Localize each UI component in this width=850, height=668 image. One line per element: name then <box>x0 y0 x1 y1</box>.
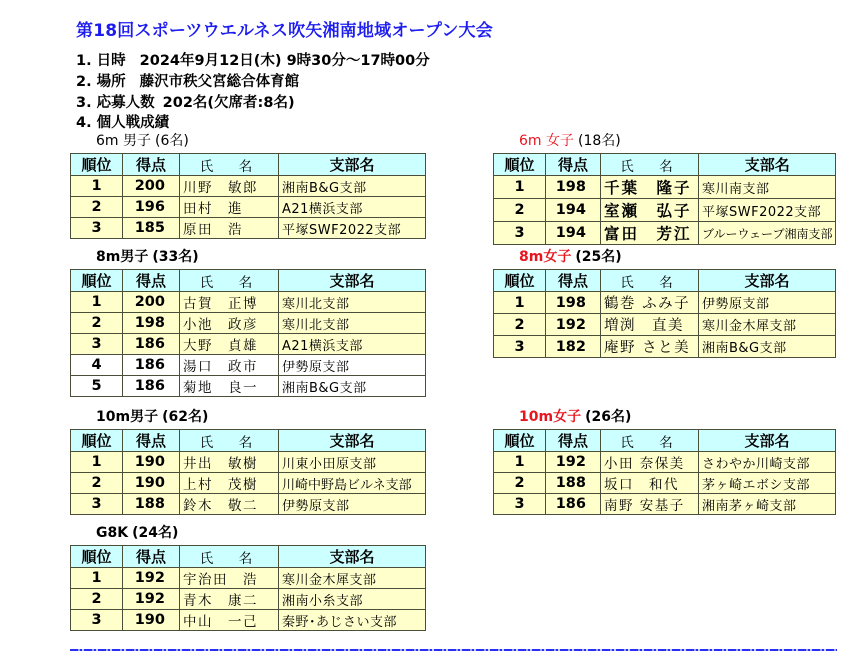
col-name: 氏 名 <box>601 270 699 292</box>
section-title <box>96 523 426 543</box>
section-title <box>519 131 836 151</box>
col-rank: 順位 <box>494 154 546 176</box>
event-name: 8m女子 <box>519 249 572 265</box>
event-name: G8K <box>96 525 129 541</box>
name: 宇治田 浩 <box>180 568 279 589</box>
branch: 寒川北支部 <box>279 313 426 334</box>
table-row <box>494 222 836 245</box>
col-name: 氏 名 <box>180 546 279 568</box>
table-header <box>494 154 836 176</box>
table-row <box>71 610 426 631</box>
info-date <box>76 49 430 70</box>
col-name: 氏 名 <box>601 154 699 176</box>
participant-count: (62名) <box>162 409 209 425</box>
score: 186 <box>123 355 180 376</box>
section-title <box>96 131 426 151</box>
name: 中山 一己 <box>180 610 279 631</box>
name: 小田 奈保美 <box>601 452 699 473</box>
rank: 2 <box>71 589 123 610</box>
table-row <box>71 376 426 397</box>
rank: 3 <box>71 218 123 239</box>
col-branch: 支部名 <box>279 270 426 292</box>
col-rank: 順位 <box>71 270 123 292</box>
col-name: 氏 名 <box>180 270 279 292</box>
results-table <box>70 429 426 515</box>
table-row <box>71 313 426 334</box>
col-rank: 順位 <box>494 270 546 292</box>
branch: 茅ヶ崎エボシ支部 <box>699 473 836 494</box>
branch: A21横浜支部 <box>279 334 426 355</box>
rank: 1 <box>71 292 123 313</box>
score: 190 <box>123 473 180 494</box>
rank: 4 <box>71 355 123 376</box>
name: 川野 敏郎 <box>180 176 279 197</box>
branch: さわやか川崎支部 <box>699 452 836 473</box>
section-8m-women <box>493 247 836 358</box>
rank: 5 <box>71 376 123 397</box>
col-name: 氏 名 <box>601 430 699 452</box>
col-rank: 順位 <box>494 430 546 452</box>
col-score: 得点 <box>123 270 180 292</box>
section-8m-men <box>70 247 426 397</box>
event-name: 6m 男子 <box>96 133 151 149</box>
section-6m-men <box>70 131 426 239</box>
info-venue <box>76 70 299 91</box>
table-header <box>71 546 426 568</box>
branch: 川崎中野島ビルネ支部 <box>279 473 426 494</box>
col-rank: 順位 <box>71 154 123 176</box>
branch: 湘南小糸支部 <box>279 589 426 610</box>
event-name: 8m男子 <box>96 249 149 265</box>
table-row <box>71 494 426 515</box>
branch: 平塚SWF2022支部 <box>699 199 836 222</box>
name: 室瀬 弘子 <box>601 199 699 222</box>
divider-line <box>70 649 837 651</box>
results-table <box>493 269 836 358</box>
table-row <box>494 199 836 222</box>
rank: 1 <box>494 292 546 314</box>
score: 198 <box>123 313 180 334</box>
info-participants <box>76 91 295 112</box>
section-6m-women <box>493 131 836 245</box>
branch: 湘南B&G支部 <box>279 376 426 397</box>
rank: 2 <box>494 199 546 222</box>
branch: 寒川金木犀支部 <box>699 314 836 336</box>
score: 194 <box>546 222 601 245</box>
score: 192 <box>123 568 180 589</box>
participant-count: (33名) <box>152 249 199 265</box>
results-table <box>70 153 426 239</box>
branch: 伊勢原支部 <box>279 355 426 376</box>
rank: 3 <box>494 222 546 245</box>
participant-count: (26名) <box>585 409 632 425</box>
col-branch: 支部名 <box>699 430 836 452</box>
rank: 1 <box>494 452 546 473</box>
branch: 寒川金木犀支部 <box>279 568 426 589</box>
rank: 3 <box>494 336 546 358</box>
rank: 2 <box>494 473 546 494</box>
score: 198 <box>546 292 601 314</box>
score: 190 <box>123 452 180 473</box>
score: 200 <box>123 176 180 197</box>
section-g8k <box>70 523 426 631</box>
results-table <box>70 545 426 631</box>
col-score: 得点 <box>546 154 601 176</box>
branch: 平塚SWF2022支部 <box>279 218 426 239</box>
branch: A21横浜支部 <box>279 197 426 218</box>
participant-count: (6名) <box>155 133 189 149</box>
table-row <box>494 452 836 473</box>
score: 190 <box>123 610 180 631</box>
col-score: 得点 <box>123 154 180 176</box>
section-10m-men <box>70 407 426 515</box>
table-header <box>71 430 426 452</box>
results-table <box>493 429 836 515</box>
rank: 2 <box>71 197 123 218</box>
rank: 3 <box>494 494 546 515</box>
table-row <box>71 197 426 218</box>
name: 菊地 良一 <box>180 376 279 397</box>
section-title <box>519 247 836 267</box>
score: 186 <box>123 376 180 397</box>
name: 小池 政彦 <box>180 313 279 334</box>
name: 湯口 政市 <box>180 355 279 376</box>
participant-count: (25名) <box>575 249 622 265</box>
col-name: 氏 名 <box>180 430 279 452</box>
table-header <box>71 154 426 176</box>
col-branch: 支部名 <box>699 270 836 292</box>
score: 194 <box>546 199 601 222</box>
table-row <box>71 589 426 610</box>
info-participants-value: 202名(欠席者:8名) <box>162 95 295 111</box>
results-table <box>493 153 836 245</box>
rank: 1 <box>71 176 123 197</box>
name: 原田 浩 <box>180 218 279 239</box>
branch: 秦野･あじさい支部 <box>279 610 426 631</box>
participant-count: (24名) <box>132 525 179 541</box>
rank: 3 <box>71 610 123 631</box>
branch: 伊勢原支部 <box>279 494 426 515</box>
page-title: 第18回スポーツウエルネス吹矢湘南地域オープン大会 <box>76 21 493 41</box>
table-row <box>494 473 836 494</box>
score: 182 <box>546 336 601 358</box>
score: 196 <box>123 197 180 218</box>
col-branch: 支部名 <box>279 154 426 176</box>
name: 庵野 さと美 <box>601 336 699 358</box>
name: 千葉 隆子 <box>601 176 699 199</box>
branch: 寒川南支部 <box>699 176 836 199</box>
col-branch: 支部名 <box>279 546 426 568</box>
col-score: 得点 <box>123 546 180 568</box>
table-row <box>71 292 426 313</box>
name: 鈴木 敬二 <box>180 494 279 515</box>
section-title <box>519 407 836 427</box>
rank: 2 <box>494 314 546 336</box>
info-results-label: 4. 個人戦成績 <box>76 115 170 131</box>
score: 186 <box>123 334 180 355</box>
col-rank: 順位 <box>71 430 123 452</box>
participant-count: (18名) <box>578 133 621 149</box>
col-rank: 順位 <box>71 546 123 568</box>
name: 上村 茂樹 <box>180 473 279 494</box>
table-row <box>494 336 836 358</box>
table-row <box>494 292 836 314</box>
score: 192 <box>123 589 180 610</box>
info-venue-value: 藤沢市秩父宮総合体育館 <box>139 74 300 90</box>
name: 田村 進 <box>180 197 279 218</box>
table-row <box>71 218 426 239</box>
rank: 1 <box>494 176 546 199</box>
rank: 1 <box>71 568 123 589</box>
info-participants-label: 3. 応募人数 <box>76 95 155 111</box>
branch: 湘南B&G支部 <box>699 336 836 358</box>
table-header <box>71 270 426 292</box>
col-name: 氏 名 <box>180 154 279 176</box>
info-results-heading <box>76 111 169 132</box>
score: 192 <box>546 314 601 336</box>
branch: 湘南茅ヶ崎支部 <box>699 494 836 515</box>
table-header <box>494 430 836 452</box>
rank: 2 <box>71 473 123 494</box>
table-row <box>71 334 426 355</box>
score: 192 <box>546 452 601 473</box>
section-title <box>96 247 426 267</box>
name: 井出 敏樹 <box>180 452 279 473</box>
info-venue-label: 2. 場所 <box>76 74 126 90</box>
name: 青木 康二 <box>180 589 279 610</box>
name: 鶴巻 ふみ子 <box>601 292 699 314</box>
table-row <box>71 452 426 473</box>
rank: 1 <box>71 452 123 473</box>
score: 188 <box>546 473 601 494</box>
info-date-value: 2024年9月12日(木) 9時30分～17時00分 <box>139 53 430 69</box>
rank: 2 <box>71 313 123 334</box>
table-row <box>71 355 426 376</box>
score: 186 <box>546 494 601 515</box>
score: 185 <box>123 218 180 239</box>
event-name: 10m女子 <box>519 409 582 425</box>
score: 198 <box>546 176 601 199</box>
branch: 川東小田原支部 <box>279 452 426 473</box>
branch: 湘南B&G支部 <box>279 176 426 197</box>
col-score: 得点 <box>123 430 180 452</box>
rank: 3 <box>71 334 123 355</box>
name: 大野 貞雄 <box>180 334 279 355</box>
section-title <box>96 407 426 427</box>
results-table <box>70 269 426 397</box>
table-row <box>494 494 836 515</box>
col-branch: 支部名 <box>699 154 836 176</box>
score: 200 <box>123 292 180 313</box>
col-score: 得点 <box>546 270 601 292</box>
branch: 伊勢原支部 <box>699 292 836 314</box>
info-date-label: 1. 日時 <box>76 53 126 69</box>
rank: 3 <box>71 494 123 515</box>
name: 古賀 正博 <box>180 292 279 313</box>
name: 坂口 和代 <box>601 473 699 494</box>
branch: 寒川北支部 <box>279 292 426 313</box>
name: 増渕 直美 <box>601 314 699 336</box>
event-name: 6m 女子 <box>519 133 574 149</box>
name: 富田 芳江 <box>601 222 699 245</box>
table-row <box>494 176 836 199</box>
col-score: 得点 <box>546 430 601 452</box>
table-row <box>71 176 426 197</box>
table-header <box>494 270 836 292</box>
score: 188 <box>123 494 180 515</box>
name: 南野 安基子 <box>601 494 699 515</box>
table-row <box>71 568 426 589</box>
table-row <box>71 473 426 494</box>
table-row <box>494 314 836 336</box>
col-branch: 支部名 <box>279 430 426 452</box>
section-10m-women <box>493 407 836 515</box>
branch: ブルーウェーブ湘南支部 <box>699 222 836 245</box>
event-name: 10m男子 <box>96 409 159 425</box>
